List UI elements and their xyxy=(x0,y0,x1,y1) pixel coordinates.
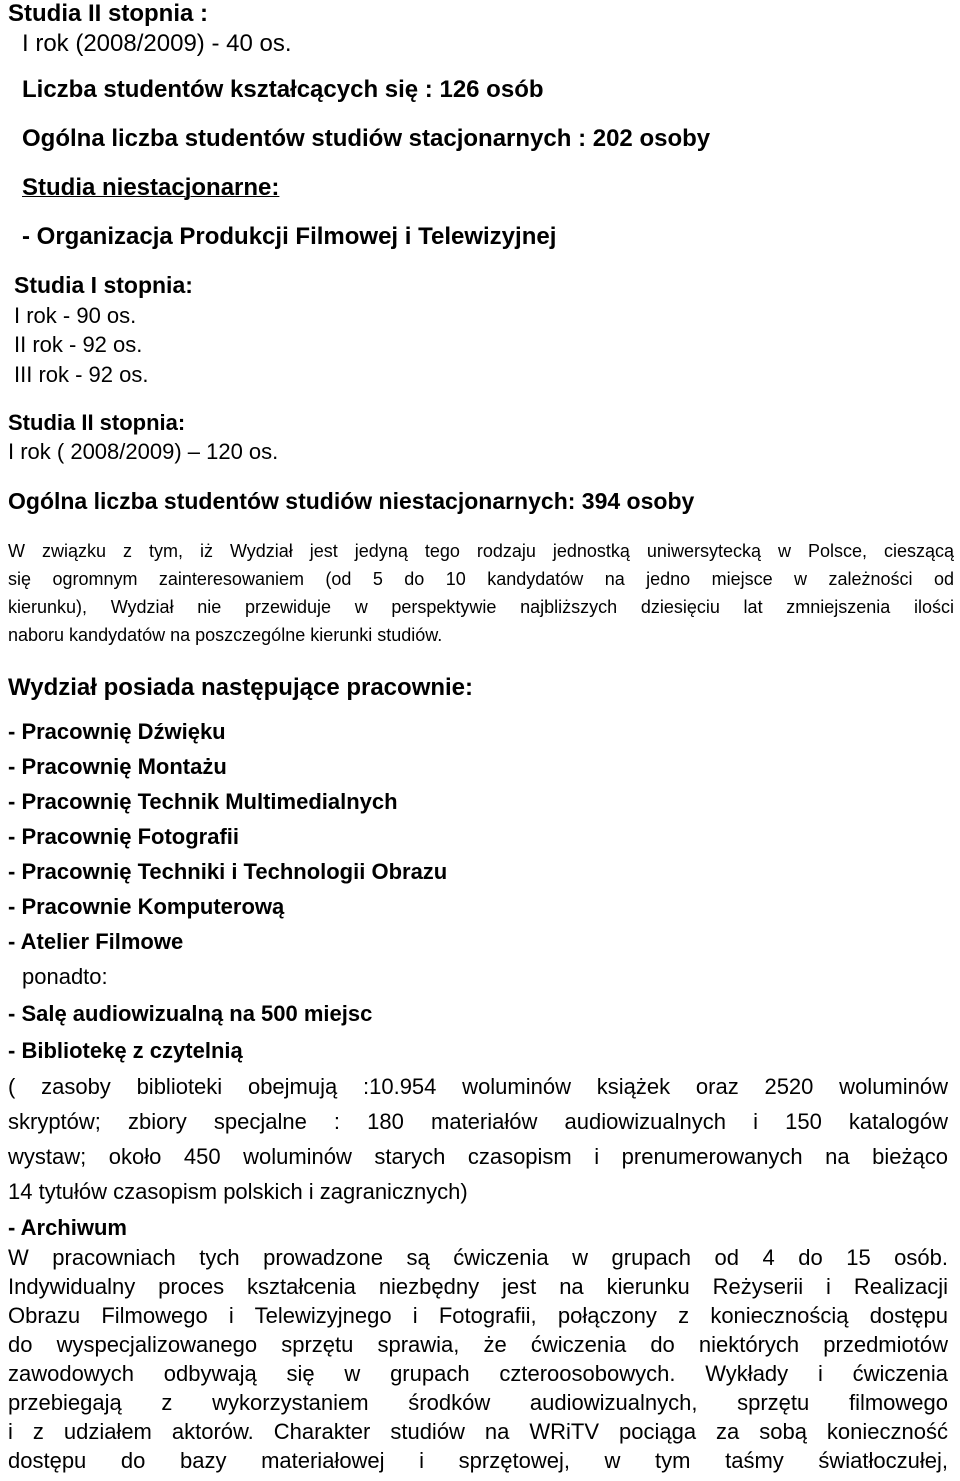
total-nonstationary-students: Ogólna liczba studentów studiów niestacjonarnych: 394 osoby xyxy=(8,488,695,514)
final-para-line-5: zawodowych odbywają się w grupach czteroosobowych. Wykłady i ćwiczenia xyxy=(8,1363,948,1386)
lab-item-photography: - Pracownię Fotografii xyxy=(8,824,240,849)
library-para-line-3: wystaw; około 450 woluminów starych czasopism i prenumerowanych na bieżąco xyxy=(8,1146,948,1169)
first-degree-heading: Studia I stopnia: xyxy=(14,272,193,298)
labs-heading: Wydział posiada następujące pracownie: xyxy=(8,674,474,701)
nonstationary-heading: Studia niestacjonarne: xyxy=(22,174,280,201)
lab-item-computer: - Pracownie Komputerową xyxy=(8,894,285,919)
total-learning-students: Liczba studentów kształcących się : 126 osób xyxy=(22,76,544,103)
extra-item-library: - Bibliotekę z czytelnią xyxy=(8,1038,243,1063)
lab-item-multimedia: - Pracownię Technik Multimedialnych xyxy=(8,789,398,814)
extra-item-av-hall: - Salę audiowizualną na 500 miejsc xyxy=(8,1001,373,1026)
lab-item-editing: - Pracownię Montażu xyxy=(8,754,227,779)
moreover-label: ponadto: xyxy=(22,964,108,989)
first-degree-year-2: II rok - 92 os. xyxy=(14,332,143,357)
final-para-line-1: W pracowniach tych prowadzone są ćwiczenia w grupach od 4 do 15 osób. xyxy=(8,1247,948,1270)
final-para-line-4: do wyspecjalizowanego sprzętu sprawia, że ćwiczenia do niektórych przedmiotów xyxy=(8,1334,948,1357)
extra-item-archive: - Archiwum xyxy=(8,1215,127,1240)
second-degree-heading-ns: Studia II stopnia: xyxy=(8,410,186,435)
paragraph1-line-3: kierunku), Wydział nie przewiduje w perspektywie najbliższych dziesięciu lat zmniejszenia ilości xyxy=(8,598,954,617)
final-para-line-6: przebiegają z wykorzystaniem środków audiowizualnych, sprzętu filmowego xyxy=(8,1392,948,1415)
lab-item-image-technology: - Pracownię Techniki i Technologii Obrazu xyxy=(8,859,448,884)
final-para-line-2: Indywidualny proces kształcenia niezbędny jest na kierunku Reżyserii i Realizacji xyxy=(8,1276,948,1299)
program-name: - Organizacja Produkcji Filmowej i Telewizyjnej xyxy=(22,223,557,250)
lab-item-film-atelier: - Atelier Filmowe xyxy=(8,929,184,954)
second-degree-ns-year-1: I rok ( 2008/2009) – 120 os. xyxy=(8,439,279,464)
paragraph1-line-4: naboru kandydatów na poszczególne kierunki studiów. xyxy=(8,625,443,645)
final-para-line-7: i z udziałem aktorów. Charakter studiów na WRiTV pociąga za sobą konieczność xyxy=(8,1421,948,1444)
lab-item-sound: - Pracownię Dźwięku xyxy=(8,719,226,744)
paragraph1-line-2: się ogromnym zainteresowaniem (od 5 do 10 kandydatów na jedno miejsce w zależności od xyxy=(8,570,954,589)
second-degree-year-1: I rok (2008/2009) - 40 os. xyxy=(22,30,292,57)
library-para-line-1: ( zasoby biblioteki obejmują :10.954 woluminów książek oraz 2520 woluminów xyxy=(8,1076,948,1099)
final-para-line-3: Obrazu Filmowego i Telewizyjnego i Fotografii, połączony z koniecznością dostępu xyxy=(8,1305,948,1328)
first-degree-year-1: I rok - 90 os. xyxy=(14,303,137,328)
paragraph1-line-1: W związku z tym, iż Wydział jest jedyną tego rodzaju jednostką uniwersytecką w Polsce, cieszącą xyxy=(8,542,954,561)
library-para-line-4: 14 tytułów czasopism polskich i zagranicznych) xyxy=(8,1179,468,1204)
first-degree-year-3: III rok - 92 os. xyxy=(14,362,149,387)
final-para-line-8: dostępu do bazy materiałowej i sprzętowej, w tym taśmy światłoczułej, xyxy=(8,1450,948,1473)
library-para-line-2: skryptów; zbiory specjalne : 180 materiałów audiowizualnych i 150 katalogów xyxy=(8,1111,948,1134)
total-stationary-students: Ogólna liczba studentów studiów stacjonarnych : 202 osoby xyxy=(22,125,711,152)
section-heading-second-degree: Studia II stopnia : xyxy=(8,0,209,27)
